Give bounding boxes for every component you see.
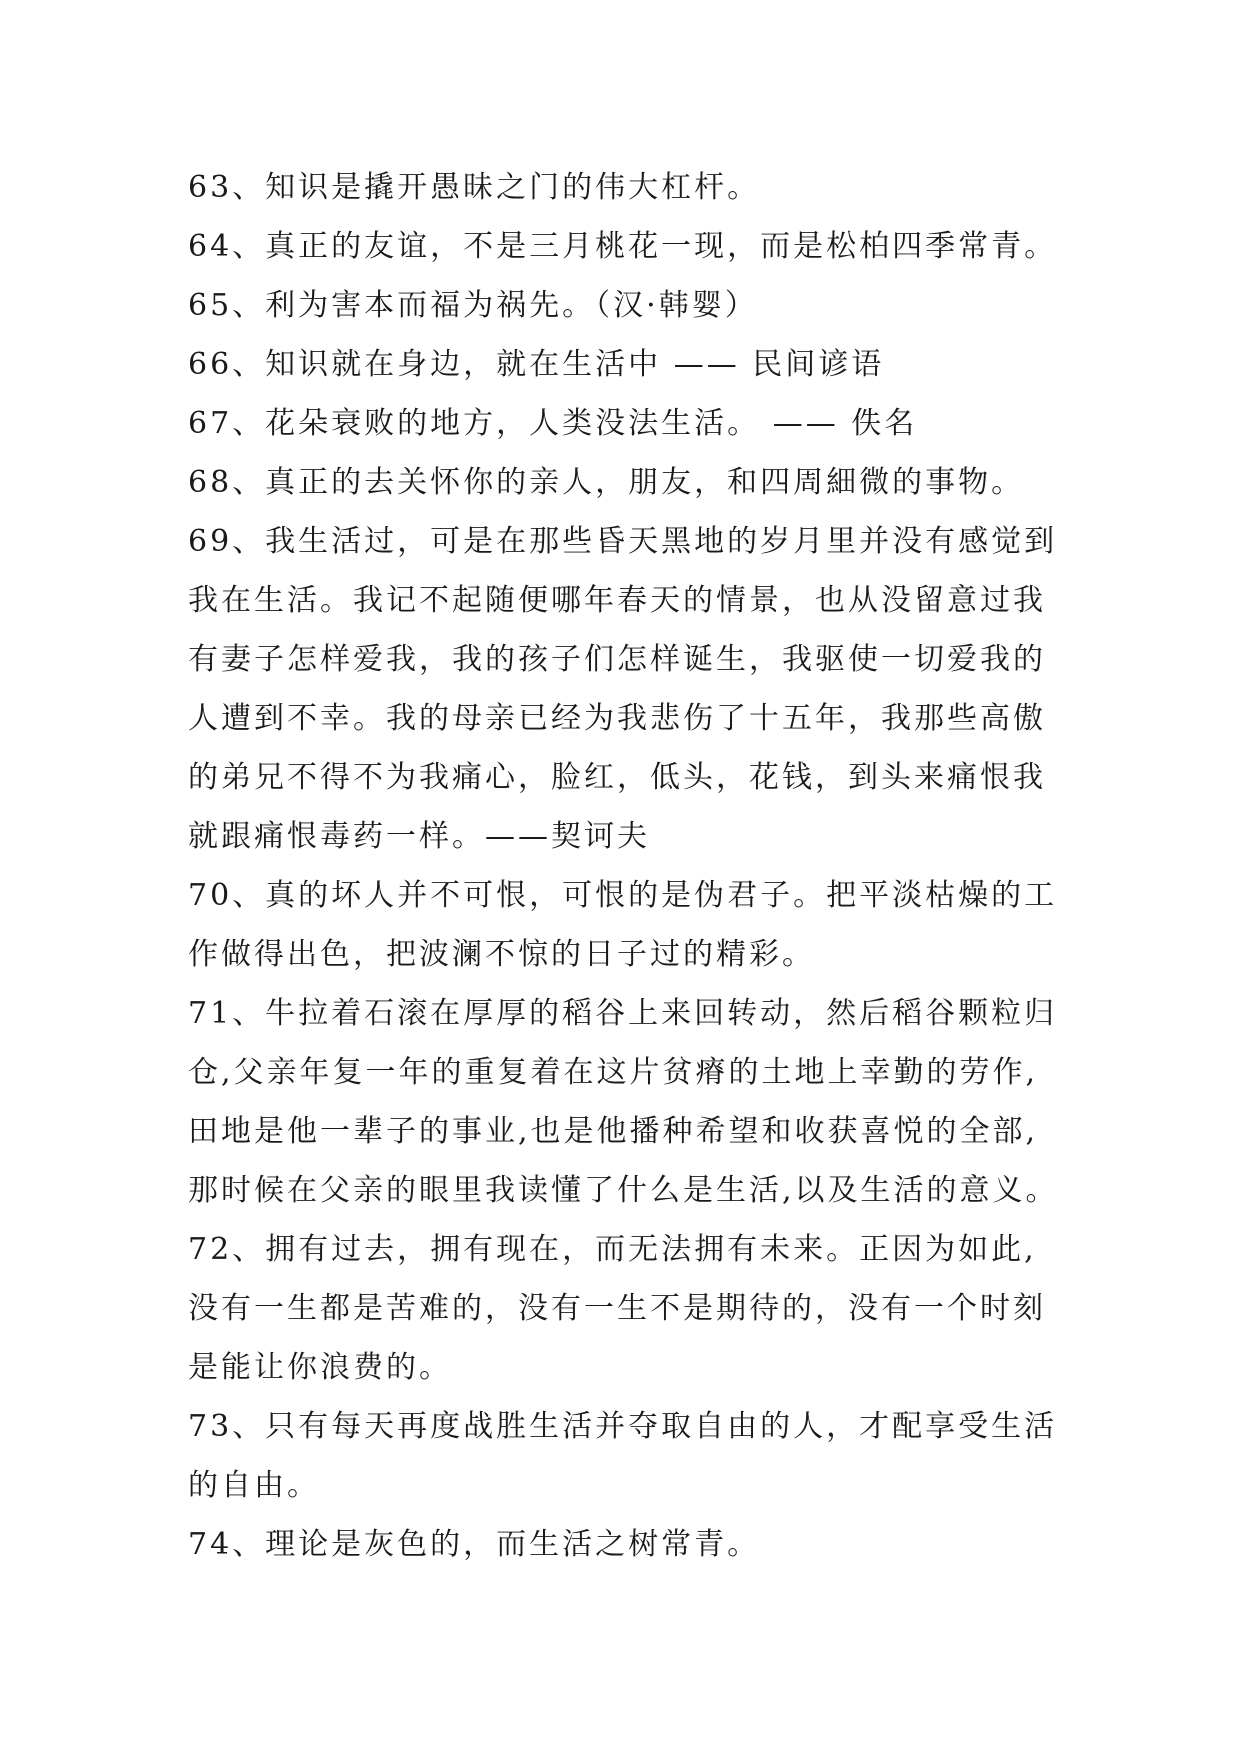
text-line: 是能让你浪费的。 <box>188 1350 452 1385</box>
text-line: 有妻子怎样爱我，我的孩子们怎样诞生，我驱使一切爱我的 <box>188 642 1046 677</box>
text-line: 71、牛拉着石滚在厚厚的稻谷上来回转动，然后稻谷颗粒归 <box>188 996 1058 1031</box>
text-line: 就跟痛恨毒药一样。——契诃夫 <box>188 819 650 854</box>
text-line: 72、拥有过去，拥有现在，而无法拥有未来。正因为如此, <box>188 1232 1037 1267</box>
text-line: 69、我生活过，可是在那些昏天黑地的岁月里并没有感觉到 <box>188 524 1058 559</box>
text-line: 70、真的坏人并不可恨，可恨的是伪君子。把平淡枯燥的工 <box>188 878 1058 913</box>
text-line: 65、利为害本而福为祸先。（汉·韩婴） <box>188 288 758 323</box>
text-line: 64、真正的友谊，不是三月桃花一现，而是松柏四季常青。 <box>188 229 1058 264</box>
document-body <box>188 158 1068 1574</box>
text-line: 人遭到不幸。我的母亲已经为我悲伤了十五年，我那些高傲 <box>188 701 1046 736</box>
text-line: 的自由。 <box>188 1468 320 1503</box>
text-line: 仓,父亲年复一年的重复着在这片贫瘠的土地上幸勤的劳作, <box>188 1055 1039 1090</box>
text-line: 73、只有每天再度战胜生活并夺取自由的人，才配享受生活 <box>188 1409 1058 1444</box>
text-line: 67、花朵衰败的地方，人类没法生活。 —— 佚名 <box>188 406 918 441</box>
text-line: 没有一生都是苦难的，没有一生不是期待的，没有一个时刻 <box>188 1291 1046 1326</box>
text-line: 那时候在父亲的眼里我读懂了什么是生活,以及生活的意义。 <box>188 1173 1059 1208</box>
text-line: 74、理论是灰色的，而生活之树常青。 <box>188 1527 761 1562</box>
text-line: 66、知识就在身边，就在生活中 —— 民间谚语 <box>188 347 885 382</box>
text-line: 作做得出色，把波澜不惊的日子过的精彩。 <box>188 937 815 972</box>
text-line: 的弟兄不得不为我痛心，脸红，低头，花钱，到头来痛恨我 <box>188 760 1046 795</box>
text-line: 68、真正的去关怀你的亲人，朋友，和四周細微的事物。 <box>188 465 1025 500</box>
text-line: 田地是他一辈子的事业,也是他播种希望和收获喜悦的全部, <box>188 1114 1039 1149</box>
text-line: 63、知识是撬开愚昧之门的伟大杠杆。 <box>188 170 761 205</box>
text-line: 我在生活。我记不起随便哪年春天的情景，也从没留意过我 <box>188 583 1046 618</box>
